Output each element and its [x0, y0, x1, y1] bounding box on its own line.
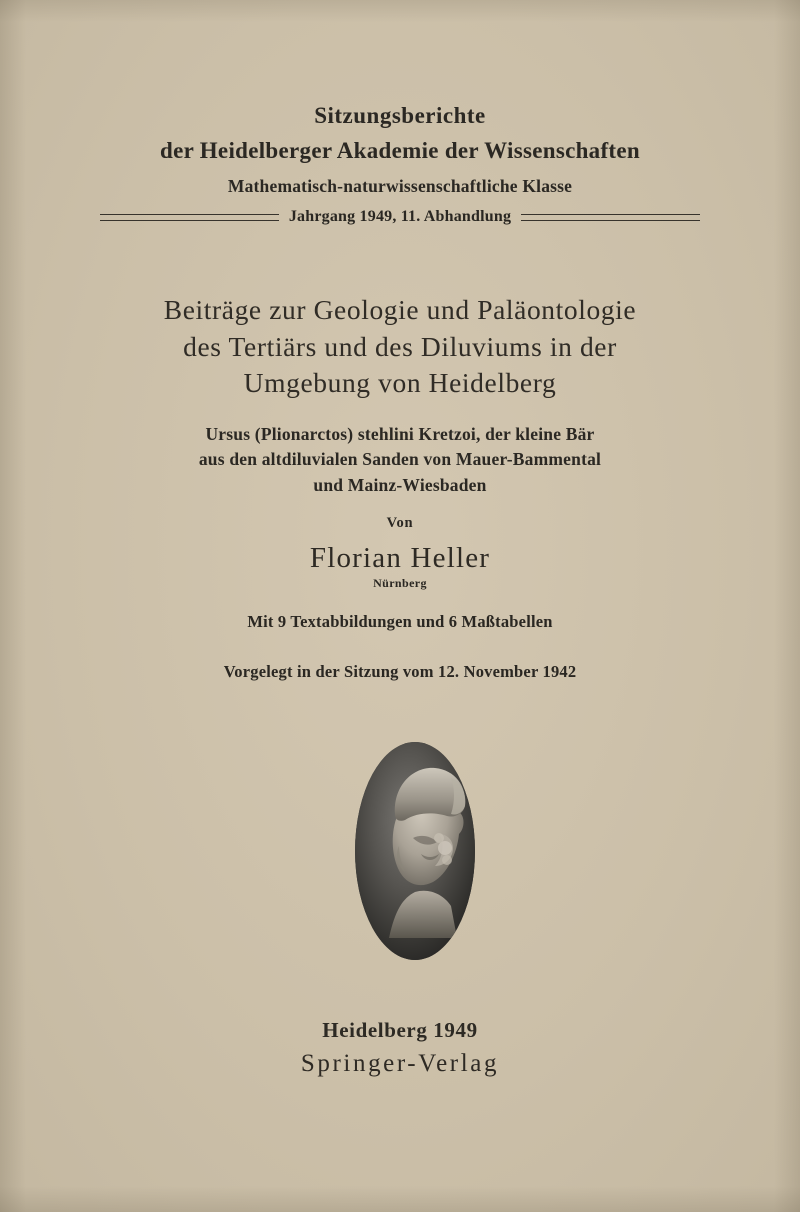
main-title-line3: Umgebung von Heidelberg	[243, 367, 557, 399]
author-affiliation: Nürnberg	[373, 576, 427, 590]
author-byline: Von	[386, 515, 414, 531]
subtitle-line2: aus den altdiluvialen Sanden von Mauer-Bammental	[198, 449, 602, 470]
main-title-line1: Beiträge zur Geologie und Paläontologie	[163, 294, 637, 325]
main-title-line2: des Tertiärs und des Diluviums in der	[183, 330, 617, 362]
imprint-place-year: Heidelberg 1949	[322, 1018, 478, 1042]
rule-right	[521, 214, 700, 221]
issue-designation: Jahrgang 1949, 11. Abhandlung	[288, 208, 512, 226]
main-title	[70, 292, 730, 402]
subtitle-line3: und Mainz-Wiesbaden	[313, 474, 487, 495]
publisher-emblem	[355, 742, 475, 960]
series-title-line1: Sitzungsberichte	[314, 103, 486, 128]
issue-rule-row	[100, 208, 700, 226]
rule-left	[100, 214, 279, 221]
series-subject-class: Mathematisch-naturwissenschaftliche Klasse	[227, 176, 573, 197]
series-header	[100, 100, 700, 226]
series-title-line2: der Heidelberger Akademie der Wissenschaften	[160, 138, 640, 164]
imprint-publisher: Springer-Verlag	[300, 1050, 500, 1077]
author-name: Florian Heller	[309, 542, 491, 574]
presented-note: Vorgelegt in der Sitzung vom 12. November 1942	[223, 662, 577, 681]
subtitle-line1: Ursus (Plionarctos) stehlini Kretzoi, der kleine Bär	[205, 424, 595, 444]
subtitle	[80, 422, 720, 498]
page-title	[70, 292, 730, 402]
athena-head-medallion-icon	[355, 742, 475, 960]
subtitle-lines	[80, 422, 720, 498]
figures-note: Mit 9 Textabbildungen und 6 Maßtabellen	[247, 612, 553, 631]
